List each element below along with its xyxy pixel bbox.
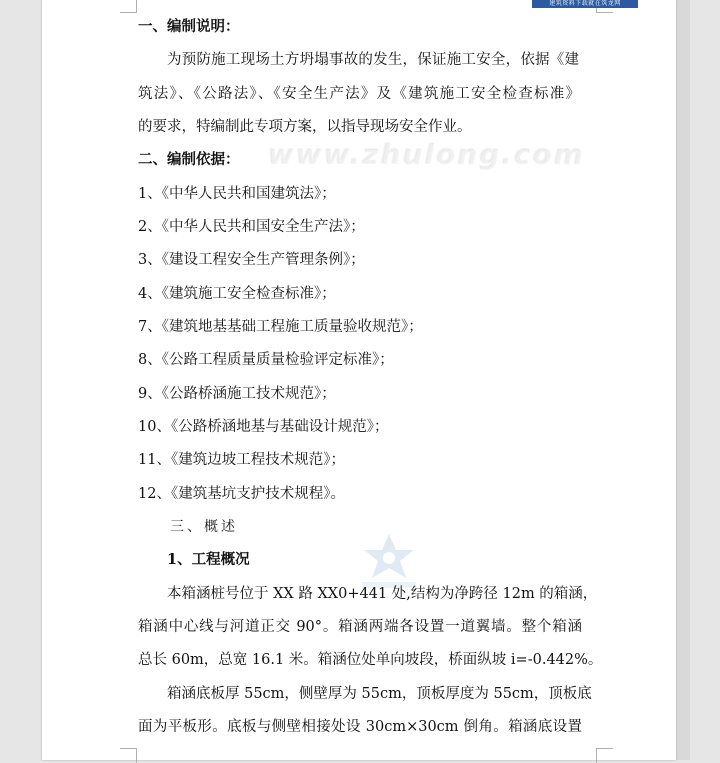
document-page xyxy=(42,0,676,760)
basis-item: 2、《中华人民共和国安全生产法》； xyxy=(138,219,365,235)
basis-item: 7、《建筑地基基础工程施工质量验收规范》； xyxy=(138,319,423,335)
basis-item: 1、《中华人民共和国建筑法》； xyxy=(138,186,336,202)
basis-item: 8、《公路工程质量质量检验评定标准》； xyxy=(138,352,394,368)
basis-item: 12、《建筑基坑支护技术规程》。 xyxy=(138,486,345,502)
paragraph-2-line-1: 本箱涵桩号位于 XX 路 XX0+441 处,结构为净跨径 12m 的箱涵， xyxy=(167,586,598,602)
paragraph-1-line-3: 的要求，特编制此专项方案，以指导现场安全作业。 xyxy=(138,119,472,135)
basis-item: 11、《建筑边坡工程技术规范》； xyxy=(138,452,345,468)
basis-item: 9、《公路桥涵施工技术规范》； xyxy=(138,386,336,402)
paragraph-2-line-2: 箱涵中心线与河道正交 90°。箱涵两端各设置一道翼墙。整个箱涵 xyxy=(138,619,582,635)
paragraph-3-line-1: 箱涵底板厚 55cm，侧壁厚为 55cm，顶板厚度为 55cm，顶板底 xyxy=(167,686,592,702)
section-1-heading: 一、编制说明： xyxy=(138,18,240,35)
crop-mark-bottom-left xyxy=(120,748,137,763)
section-2-heading: 二、编制依据： xyxy=(138,151,240,168)
basis-item: 4、《建筑施工安全检查标准》； xyxy=(138,286,336,302)
subsection-heading: 1、工程概况 xyxy=(167,551,250,568)
watermark-text: www.zhulong.com xyxy=(268,138,586,171)
page-scroll-edge xyxy=(676,0,690,760)
section-3-heading: 三、概述 xyxy=(170,519,238,535)
paragraph-3-line-2: 面为平板形。底板与侧壁相接处设 30cm×30cm 倒角。箱涵底设置 xyxy=(138,719,582,735)
paragraph-2-line-3: 总长 60m，总宽 16.1 米。箱涵位处单向坡段，桥面纵坡 i=-0.442%。 xyxy=(138,652,603,668)
watermark-stamp: 建筑资料下载就在筑龙网 xyxy=(532,0,638,8)
basis-item: 10、《公路桥涵地基与基础设计规范》； xyxy=(138,419,389,435)
basis-item: 3、《建设工程安全生产管理条例》； xyxy=(138,252,365,268)
paragraph-1-line-1: 为预防施工现场土方坍塌事故的发生，保证施工安全，依据《建 xyxy=(167,52,579,68)
crop-mark-bottom-right xyxy=(596,748,613,763)
paragraph-1-line-2: 筑法》、《公路法》、《安全生产法》及《建筑施工安全检查标准》 xyxy=(138,86,580,102)
crop-mark-top-left xyxy=(120,0,137,13)
